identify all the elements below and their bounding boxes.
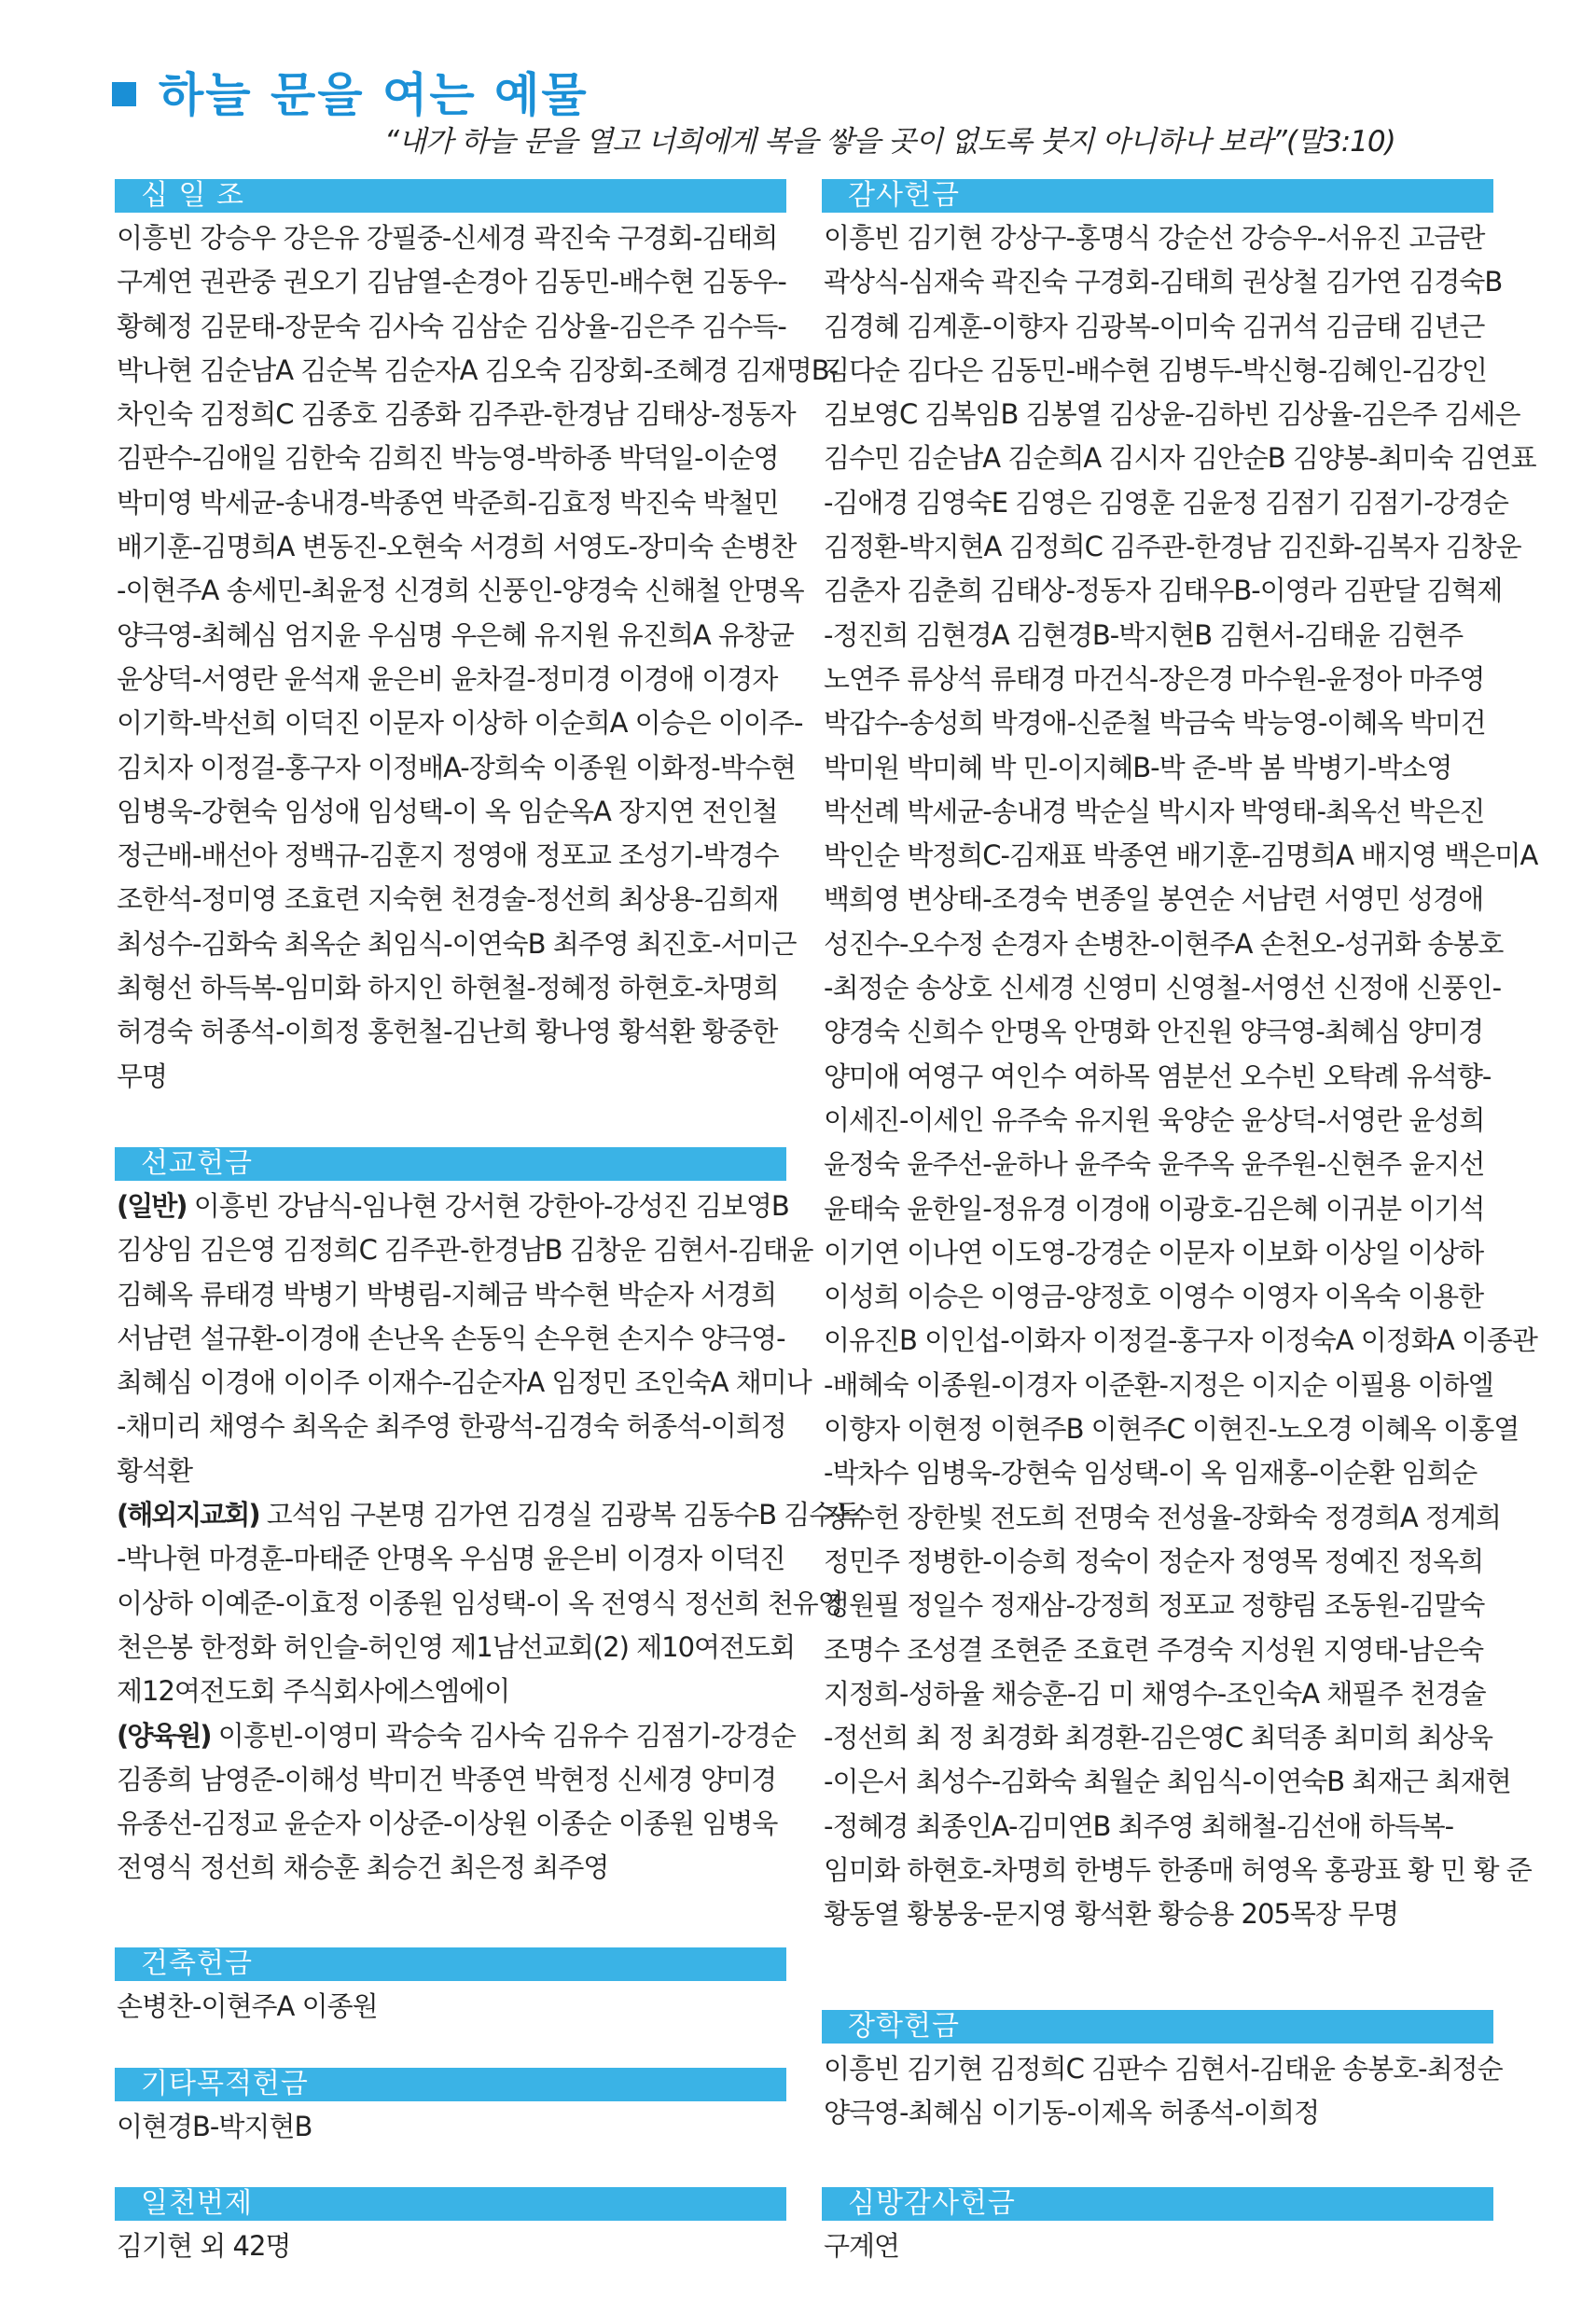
- donor-line: 정민주 정병한-이승희 정숙이 정순자 정영목 정예진 정옥희: [824, 1545, 1484, 1577]
- section-body: [115, 1181, 860, 1891]
- donor-line: -박나현 마경훈-마태준 안명옥 우심명 윤은비 이경자 이덕진: [117, 1543, 785, 1575]
- donor-names: 이흥빈-이영미 곽승숙 김사숙 김유수 김점기-강경순: [210, 1719, 796, 1752]
- donor-line: 노연주 류상석 류태경 마건식-장은경 마수원-윤정아 마주영: [824, 662, 1485, 695]
- donor-line: 윤태숙 윤한일-정유경 이경애 이광호-김은혜 이귀분 이기석: [824, 1192, 1485, 1225]
- donor-line: 백희영 변상태-조경숙 변종일 봉연순 서남련 서영민 성경애: [824, 883, 1484, 916]
- donor-line: 무명: [117, 1060, 168, 1092]
- donor-line: 곽상식-심재숙 곽진숙 구경회-김태희 권상철 김가연 김경숙B: [824, 266, 1503, 298]
- donor-line: 박갑수-송성희 박경애-신준철 박금숙 박능영-이혜옥 박미건: [824, 707, 1486, 740]
- donor-line: 이성희 이승은 이영금-양정호 이영수 이영자 이옥숙 이용한: [824, 1281, 1484, 1313]
- donor-line: 김판수-김애일 김한숙 김희진 박능영-박하종 박덕일-이순영: [117, 442, 779, 475]
- donor-line: 장수헌 장한빛 전도희 전명숙 전성율-장화숙 정경희A 정계희: [824, 1501, 1501, 1533]
- donor-line: 허경숙 허종석-이희정 홍헌철-김난희 황나영 황석환 황중한: [117, 1016, 778, 1048]
- section-title: 기타목적헌금: [115, 2068, 786, 2101]
- donor-line: 김춘자 김춘희 김태상-정동자 김태우B-이영라 김판달 김혁제: [824, 575, 1503, 607]
- donor-line: 황석환: [117, 1454, 193, 1487]
- section-title: 건축헌금: [115, 1947, 786, 1981]
- section-title: 장학헌금: [822, 2010, 1493, 2044]
- group-label: (해외지교회): [117, 1499, 259, 1531]
- donor-line: 이흥빈 강승우 강은유 강필중-신세경 곽진숙 구경회-김태희: [117, 222, 778, 254]
- donor-line: 이세진-이세인 유주숙 유지원 육양순 윤상덕-서영란 윤성희: [824, 1103, 1485, 1136]
- donor-line: -김애경 김영숙E 김영은 김영훈 김윤정 김점기 김점기-강경순: [824, 486, 1508, 519]
- donor-line: 성진수-오수정 손경자 손병찬-이현주A 손천오-성귀화 송봉호: [824, 927, 1504, 960]
- donor-line: 박나현 김순남A 김순복 김순자A 김오숙 김장회-조혜경 김재명B-: [117, 353, 839, 386]
- donor-line: 제12여전도회 주식회사에스엠에이: [117, 1675, 510, 1708]
- donor-line: 윤상덕-서영란 윤석재 윤은비 윤차걸-정미경 이경애 이경자: [117, 662, 778, 695]
- section-body: [115, 2101, 786, 2149]
- section-thanksgiving: [822, 179, 1538, 1937]
- donor-line: 박미영 박세균-송내경-박종연 박준희-김효정 박진숙 박철민: [117, 486, 779, 519]
- donor-line: 천은봉 한정화 허인슬-허인영 제1남선교회(2) 제10여전도회: [117, 1630, 796, 1663]
- donor-names: 고석임 구본명 김가연 김경실 김광복 김동수B 김수득: [258, 1499, 860, 1531]
- section-mission: [115, 1147, 860, 1891]
- section-title: 십 일 조: [115, 179, 786, 213]
- section-title: 선교헌금: [115, 1147, 786, 1181]
- section-tithe: [115, 179, 839, 1099]
- section-body: [115, 1981, 786, 2029]
- donor-line: 김상임 김은영 김정희C 김주관-한경남B 김창운 김현서-김태윤: [117, 1234, 813, 1267]
- donor-line: 손병찬-이현주A 이종원: [117, 1990, 378, 2022]
- donor-line: 양미애 여영구 여인수 여하목 염분선 오수빈 오탁례 유석향-: [824, 1060, 1492, 1092]
- scripture-verse: “내가 하늘 문을 열고 너희에게 복을 쌓을 곳이 없도록 붓지 아니하나 보라”(말3:10): [384, 125, 1395, 159]
- donor-line: 김다순 김다은 김동민-배수현 김병두-박신형-김혜인-김강인: [824, 353, 1487, 386]
- donor-line: -채미리 채영수 최옥순 최주영 한광석-김경숙 허종석-이희정: [117, 1410, 786, 1443]
- donor-line: 정근배-배선아 정백규-김훈지 정영애 정포교 조성기-박경수: [117, 839, 779, 872]
- donor-line: 김종희 남영준-이해성 박미건 박종연 박현정 신세경 양미경: [117, 1763, 777, 1795]
- donor-line: 이흥빈 김기현 김정희C 김판수 김현서-김태윤 송봉호-최정순: [824, 2053, 1503, 2085]
- section-scholarship: [822, 2010, 1503, 2136]
- donor-line: 윤정숙 윤주선-윤하나 윤주숙 윤주옥 윤주원-신현주 윤지선: [824, 1148, 1485, 1181]
- donor-line: 최혜심 이경애 이이주 이재수-김순자A 임정민 조인숙A 채미나: [117, 1366, 812, 1399]
- donor-line: 서남련 설규환-이경애 손난옥 손동익 손우현 손지수 양극영-: [117, 1322, 785, 1354]
- donor-line: 박인순 박정희C-김재표 박종연 배기훈-김명희A 배지영 백은미A: [824, 839, 1538, 872]
- section-title: 심방감사헌금: [822, 2187, 1493, 2221]
- donor-line: 이향자 이현정 이현주B 이현주C 이현진-노오경 이혜옥 이홍열: [824, 1413, 1520, 1446]
- donor-line: -정진희 김현경A 김현경B-박지현B 김현서-김태윤 김현주: [824, 618, 1464, 651]
- donor-line: -이은서 최성수-김화숙 최월순 최임식-이연숙B 최재근 최재현: [824, 1766, 1511, 1798]
- section-body: [115, 213, 839, 1099]
- square-bullet-icon: [112, 82, 136, 106]
- donor-line: 박미원 박미혜 박 민-이지혜B-박 준-박 봄 박병기-박소영: [824, 751, 1452, 783]
- donor-line: 김정환-박지현A 김정희C 김주관-한경남 김진화-김복자 김창운: [824, 531, 1521, 563]
- donor-line: 이현경B-박지현B: [117, 2111, 312, 2142]
- donor-line: [117, 1185, 789, 1228]
- donor-line: -최정순 송상호 신세경 신영미 신영철-서영선 신정애 신풍인-: [824, 972, 1502, 1005]
- group-label: (양육원): [117, 1719, 211, 1752]
- donor-line: 황혜정 김문태-장문숙 김사숙 김삼순 김상율-김은주 김수득-: [117, 310, 786, 342]
- group-label: (일반): [117, 1190, 187, 1222]
- donor-line: 조한석-정미영 조효련 지숙현 천경술-정선희 최상용-김희재: [117, 883, 779, 916]
- section-title: 감사헌금: [822, 179, 1493, 213]
- donor-line: 최성수-김화숙 최옥순 최임식-이연숙B 최주영 최진호-서미근: [117, 927, 797, 960]
- title-row: [112, 58, 1492, 125]
- donor-line: [117, 1714, 796, 1758]
- donor-line: 김보영C 김복임B 김봉열 김상윤-김하빈 김상율-김은주 김세은: [824, 398, 1520, 431]
- donor-line: 정원필 정일수 정재삼-강정희 정포교 정향림 조동원-김말숙: [824, 1589, 1485, 1622]
- donor-line: 구계연 권관중 권오기 김남열-손경아 김동민-배수현 김동우-: [117, 266, 786, 298]
- section-other-purpose: [115, 2068, 786, 2149]
- section-title: 일천번제: [115, 2187, 786, 2221]
- donor-names: 이흥빈 강남식-임나현 강서현 강한아-강성진 김보영B: [186, 1190, 789, 1222]
- donor-line: 조명수 조성결 조현준 조효련 주경숙 지성원 지영태-남은숙: [824, 1633, 1484, 1666]
- section-building: [115, 1947, 786, 2029]
- donor-line: 김치자 이정걸-홍구자 이정배A-장희숙 이종원 이화정-박수현: [117, 751, 796, 783]
- section-body: [822, 2044, 1503, 2136]
- donor-line: 양극영-최혜심 엄지윤 우심명 우은혜 유지원 유진희A 유창균: [117, 618, 794, 651]
- donor-line: 지정희-성하율 채승훈-김 미 채영수-조인숙A 채필주 천경술: [824, 1677, 1486, 1710]
- donor-line: 차인숙 김정희C 김종호 김종화 김주관-한경남 김태상-정동자: [117, 398, 796, 431]
- donor-line: -박차수 임병욱-강현숙 임성택-이 옥 임재홍-이순환 임희순: [824, 1457, 1478, 1490]
- donor-line: 박선례 박세균-송내경 박순실 박시자 박영태-최옥선 박은진: [824, 795, 1485, 827]
- donor-line: 김경혜 김계훈-이향자 김광복-이미숙 김귀석 김금태 김년근: [824, 310, 1485, 342]
- donor-line: 임병욱-강현숙 임성애 임성택-이 옥 임순옥A 장지연 전인철: [117, 795, 778, 827]
- donor-line: -이현주A 송세민-최윤정 신경희 신풍인-양경숙 신해철 안명옥: [117, 575, 804, 607]
- donor-line: 이상하 이예준-이효정 이종원 임성택-이 옥 전영식 정선희 천유영: [117, 1587, 843, 1619]
- donor-line: 구계연: [824, 2230, 900, 2262]
- donor-line: 이기연 이나연 이도영-강경순 이문자 이보화 이상일 이상하: [824, 1236, 1484, 1268]
- donor-line: 유종선-김정교 윤순자 이상준-이상원 이종순 이종원 임병욱: [117, 1808, 778, 1840]
- page-header: [112, 58, 1492, 159]
- section-body: [822, 2221, 1493, 2268]
- section-ilcheon: [115, 2187, 786, 2268]
- donor-line: -정혜경 최종인A-김미연B 최주영 최해철-김선애 하득복-: [824, 1809, 1454, 1842]
- donor-line: 이유진B 이인섭-이화자 이정걸-홍구자 이정숙A 이정화A 이종관: [824, 1324, 1537, 1357]
- donor-line: 최형선 하득복-임미화 하지인 하현철-정혜정 하현호-차명희: [117, 972, 779, 1005]
- donor-line: 전영식 정선희 채승훈 최승건 최은정 최주영: [117, 1851, 609, 1884]
- donor-line: 황동열 황봉웅-문지영 황석환 황승용 205목장 무명: [824, 1898, 1399, 1931]
- donor-line: 임미화 하현호-차명희 한병두 한종매 허영옥 홍광표 황 민 황 준: [824, 1853, 1532, 1886]
- donor-line: 양경숙 신희수 안명옥 안명화 안진원 양극영-최혜심 양미경: [824, 1016, 1484, 1048]
- donor-line: 이기학-박선희 이덕진 이문자 이상하 이순희A 이승은 이이주-: [117, 707, 803, 740]
- donor-line: 배기훈-김명희A 변동진-오현숙 서경희 서영도-장미숙 손병찬: [117, 531, 797, 563]
- donor-line: [117, 1493, 860, 1537]
- section-visitation: [822, 2187, 1493, 2268]
- section-body: [822, 213, 1538, 1937]
- donor-line: 김수민 김순남A 김순희A 김시자 김안순B 김양봉-최미숙 김연표: [824, 442, 1536, 475]
- donor-line: 이흥빈 김기현 강상구-홍명식 강순선 강승우-서유진 고금란: [824, 222, 1485, 254]
- donor-line: -정선희 최 정 최경화 최경환-김은영C 최덕종 최미희 최상욱: [824, 1722, 1493, 1754]
- donor-line: -배혜숙 이종원-이경자 이준환-지정은 이지순 이필용 이하엘: [824, 1368, 1493, 1401]
- donor-line: 양극영-최혜심 이기동-이제옥 허종석-이희정: [824, 2097, 1320, 2129]
- donor-line: 김기현 외 42명: [117, 2230, 291, 2262]
- page-title: 하늘 문을 여는 예물: [159, 68, 589, 122]
- donor-line: 김혜옥 류태경 박병기 박병림-지혜금 박수현 박순자 서경희: [117, 1278, 777, 1310]
- section-body: [115, 2221, 786, 2268]
